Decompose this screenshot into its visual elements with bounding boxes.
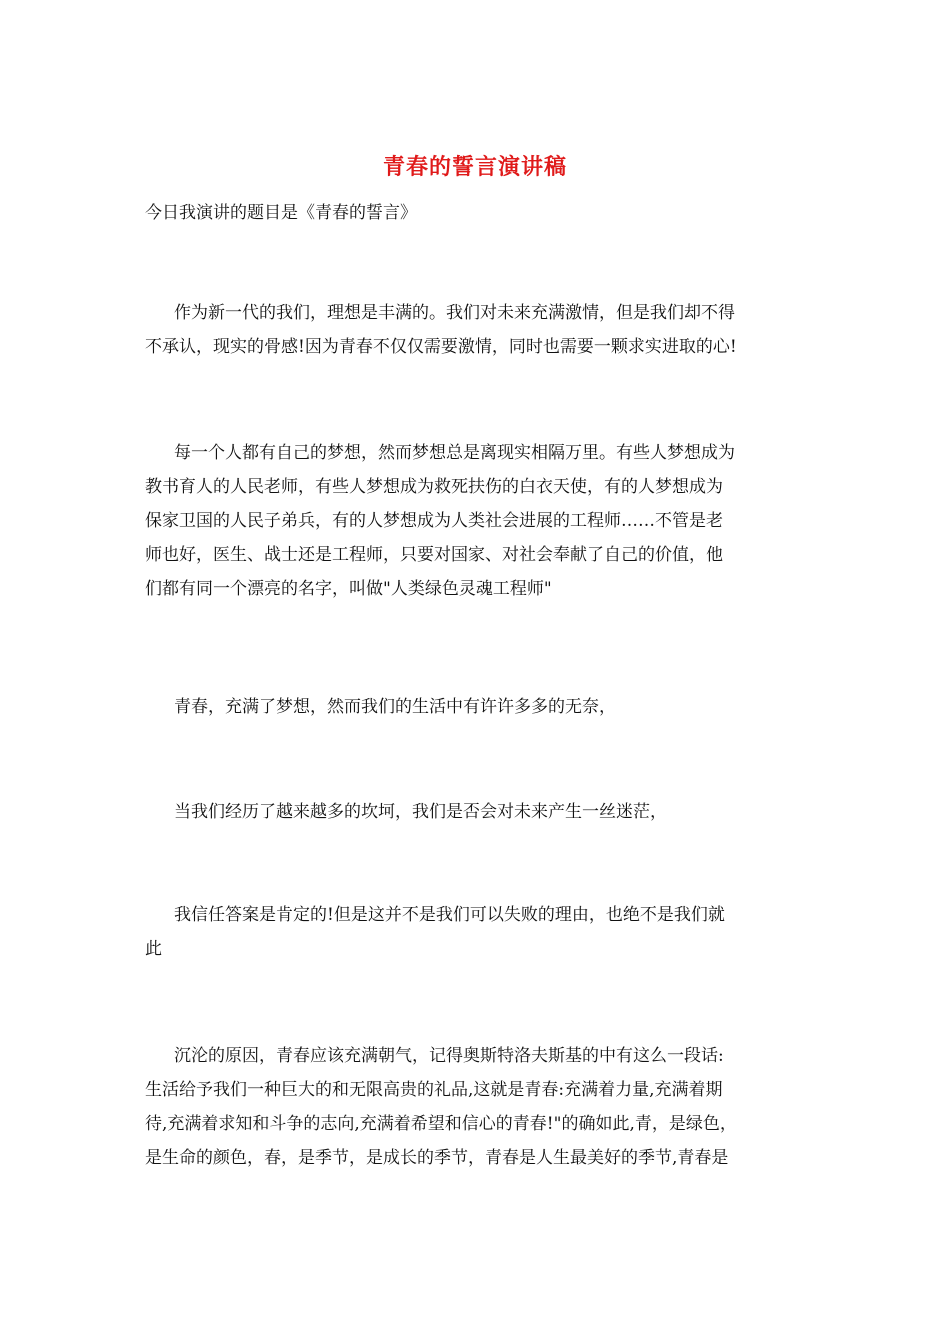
intro-paragraph [145,196,810,230]
paragraph-2 [145,436,810,606]
paragraph-6-line-4: 是生命的颜色，春，是季节，是成长的季节，青春是人生最美好的季节,青春是 [145,1148,729,1168]
paragraph-1-line-1: 作为新一代的我们，理想是丰满的。我们对未来充满激情，但是我们却不得 [174,303,735,323]
paragraph-6-line-2: 生活给予我们一种巨大的和无限高贵的礼品,这就是青春:充满着力量,充满着期 [145,1080,723,1100]
document-title: 青春的誓言演讲稿 [382,154,567,180]
paragraph-5-line-2: 此 [145,939,162,959]
paragraph-2-line-2: 教书育人的人民老师，有些人梦想成为救死扶伤的白衣天使，有的人梦想成为 [145,477,723,497]
paragraph-3 [145,690,810,724]
intro-line: 今日我演讲的题目是《青春的誓言》 [145,203,417,223]
paragraph-4 [145,795,810,829]
paragraph-2-line-3: 保家卫国的人民子弟兵，有的人梦想成为人类社会进展的工程师……不管是老 [145,511,723,531]
paragraph-2-line-1: 每一个人都有自己的梦想，然而梦想总是离现实相隔万里。有些人梦想成为 [174,443,735,463]
paragraph-3-line-1: 青春，充满了梦想，然而我们的生活中有许许多多的无奈， [174,697,616,717]
paragraph-2-line-5: 们都有同一个漂亮的名字，叫做"人类绿色灵魂工程师" [145,579,552,599]
paragraph-6-line-3: 待,充满着求知和斗争的志向,充满着希望和信心的青春!"的确如此,青，是绿色， [145,1114,737,1134]
paragraph-6 [145,1039,810,1175]
paragraph-5 [145,898,810,966]
paragraph-1-line-2: 不承认，现实的骨感!因为青春不仅仅需要激情，同时也需要一颗求实进取的心! [145,337,737,357]
paragraph-6-line-1: 沉沦的原因，青春应该充满朝气，记得奥斯特洛夫斯基的中有这么一段话: [174,1046,724,1066]
paragraph-4-line-1: 当我们经历了越来越多的坎坷，我们是否会对未来产生一丝迷茫， [174,802,667,822]
paragraph-1 [145,296,810,364]
paragraph-2-line-4: 师也好，医生、战士还是工程师，只要对国家、对社会奉献了自己的价值，他 [145,545,723,565]
paragraph-5-line-1: 我信任答案是肯定的!但是这并不是我们可以失败的理由，也绝不是我们就 [174,905,725,925]
